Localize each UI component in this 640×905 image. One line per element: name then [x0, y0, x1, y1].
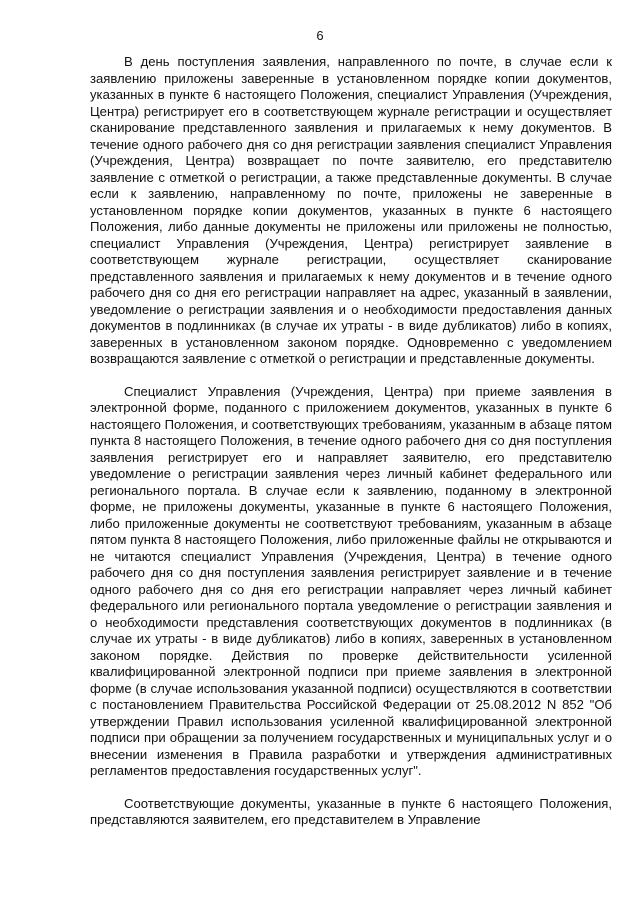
document-body	[90, 54, 612, 829]
paragraph-documents-submission: Соответствующие документы, указанные в пункте 6 настоящего Положения, представляются заявителем, его представителем в Управление	[90, 795, 612, 827]
paragraph-electronic-application: Специалист Управления (Учреждения, Центра) при приеме заявления в электронной форме, поданного с приложением документов, указанных в пункте 6 настоящего Положения, и соответствующих требованиям, указанным в абзаце пятом пункта 8 настоящего Положения, в течение одного рабочего дня со дня поступления заявления регистрирует его и направляет заявителю, его представителю уведомление о регистрации заявления через личный кабинет федерального или регионального портала. В случае если к заявлению, поданному в электронной форме, не приложены документы, указанные в пункте 6 настоящего Положения, либо приложенные документы не соответствуют требованиям, указанным в абзаце пятом пункта 8 настоящего Положения, либо приложенные файлы не открываются и не читаются специалист Управления (Учреждения, Центра) в течение одного рабочего дня со дня поступления заявления регистрирует заявление и в течение одного рабочего дня со дня его регистрации направляет через личный кабинет федерального или регионального портала уведомление о регистрации заявления и о необходимости представления соответствующих документов в подлинниках (в случае их утраты - в виде дубликатов) либо в копиях, заверенных в установленном законом порядке. Действия по проверке действительности усиленной квалифицированной электронной подписи при приеме заявления в электронной форме (в случае использования указанной подписи) осуществляются в соответствии с постановлением Правительства Российской Федерации от 25.08.2012 N 852 "Об утверждении Правил использования усиленной квалифицированной электронной подписи при обращении за получением государственных и муниципальных услуг и о внесении изменения в Правила разработки и утверждения административных регламентов предоставления государственных услуг".	[90, 383, 612, 778]
page-number: 6	[316, 28, 324, 43]
paragraph-postal-application: В день поступления заявления, направленного по почте, в случае если к заявлению приложены заверенные в установленном порядке копии документов, указанных в пункте 6 настоящего Положения, специалист Управления (Учреждения, Центра) регистрирует его в соответствующем журнале регистрации и осуществляет сканирование представленного заявления и прилагаемых к нему документов. В течение одного рабочего дня со дня регистрации заявления специалист Управления (Учреждения, Центра) возвращает по почте заявителю, его представителю заявление с отметкой о регистрации, а также представленные документы. В случае если к заявлению, направленному по почте, приложены не заверенные в установленном порядке копии документов, указанных в пункте 6 настоящего Положения, либо данные документы не приложены или приложены не полностью, специалист Управления (Учреждения, Центра) регистрирует заявление в соответствующем журнале регистрации, осуществляет сканирование представленного заявления и прилагаемых к нему документов и в течение одного рабочего дня со дня его регистрации направляет на адрес, указанный в заявлении, уведомление о регистрации заявления и о необходимости предоставления данных документов в подлинниках (в случае их утраты - в виде дубликатов) либо в копиях, заверенных в установленном законом порядке. Одновременно с уведомлением возвращаются заявление с отметкой о регистрации и представленные документы.	[90, 54, 612, 366]
